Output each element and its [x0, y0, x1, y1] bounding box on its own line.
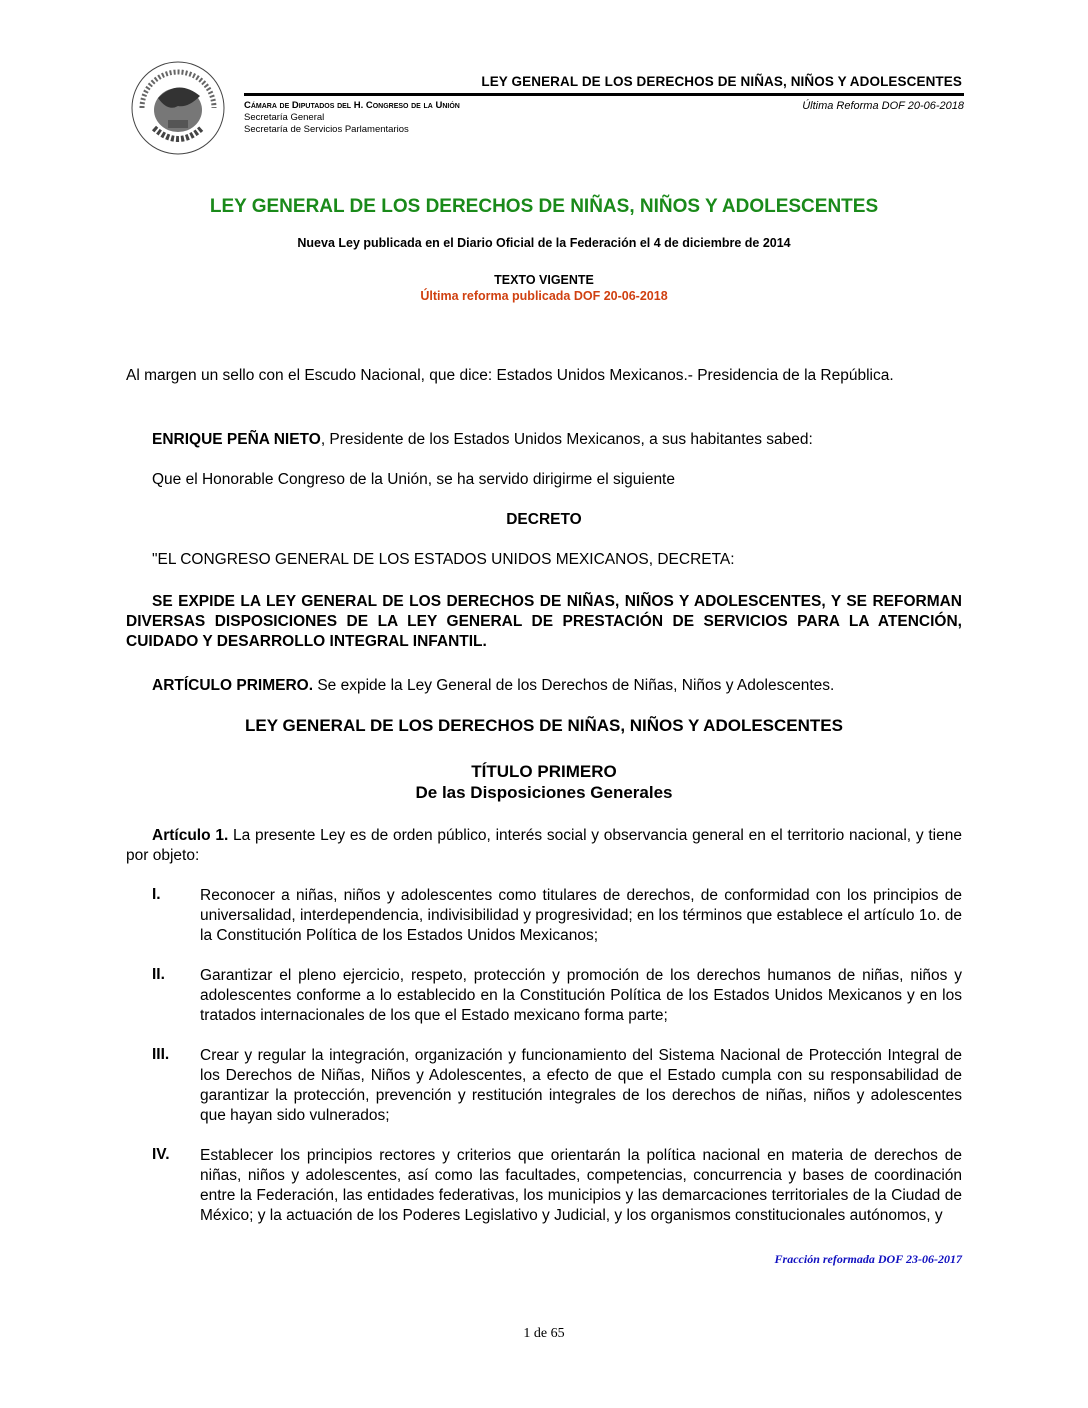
articulo-1-paragraph [126, 826, 962, 866]
document-title: LEY GENERAL DE LOS DERECHOS DE NIÑAS, NIÑOS Y ADOLESCENTES [209, 196, 879, 217]
institution-name: Cámara de Diputados del H. Congreso de la Unión [244, 100, 460, 111]
header-rule [244, 93, 964, 96]
escudo-nacional-seal-icon [128, 58, 228, 158]
expide-paragraph: SE EXPIDE LA LEY GENERAL DE LOS DERECHOS DE NIÑAS, NIÑOS Y ADOLESCENTES, Y SE REFORMAN DIVERSAS DISPOSICIONES DE LA LEY GENERAL DE PRESTACIÓN DE SERVICIOS PARA LA ATENCIÓN, CUIDADO Y DESARROLLO INTEGRAL INFANTIL. [126, 593, 962, 650]
fraction-text: Reconocer a niñas, niños y adolescentes como titulares de derechos, de conformidad con los principios de universalidad, interdependencia, indivisibilidad y progresividad; en los términos que establece el artículo 1o. de la Constitución Política de los Estados Unidos Mexicanos; [200, 887, 962, 944]
dept-servicios-parlamentarios: Secretaría de Servicios Parlamentarios [244, 124, 409, 135]
decreto-heading: DECRETO [506, 511, 582, 528]
reform-note: Fracción reformada DOF 23-06-2017 [774, 1252, 962, 1266]
president-text: , Presidente de los Estados Unidos Mexicanos, a sus habitantes sabed: [320, 431, 813, 448]
articulo-primero-label: ARTÍCULO PRIMERO. [152, 677, 314, 694]
fraction-text: Crear y regular la integración, organización y funcionamiento del Sistema Nacional de Protección Integral de los Derechos de Niñas, Niños y Adolescentes, a efecto de que el Estado cumpla con su responsabilidad de garantizar la protección, prevención y restitución integrales de los derechos de niñas, niños y adolescentes que hayan sido vulnerados; [200, 1047, 962, 1124]
fraction-text: Establecer los principios rectores y criterios que orientarán la política nacional en materia de derechos de niñas, niños y adolescentes, así como las facultades, competencias, concurrencia y bases de coordinación entre la Federación, las entidades federativas, los municipios y las demarcaciones territoriales de la Ciudad de México; y la actuación de los Poderes Legislativo y Judicial, y los organismos constitucionales autónomos, y [200, 1147, 962, 1224]
margin-seal-paragraph: Al margen un sello con el Escudo Nacional, que dice: Estados Unidos Mexicanos.- Presidencia de la República. [126, 367, 894, 384]
fraction-text: Garantizar el pleno ejercicio, respeto, protección y promoción de los derechos humanos de niñas, niños y adolescentes conforme a lo establecido en la Constitución Política de los Estados Unidos Mexicanos y en los tratados internacionales de los que el Estado mexicano forma parte; [200, 967, 962, 1024]
fraction-number: III. [152, 1046, 170, 1063]
fraction-number: I. [152, 886, 161, 903]
president-name: ENRIQUE PEÑA NIETO [152, 431, 321, 448]
last-reform-published: Última reforma publicada DOF 20-06-2018 [420, 289, 668, 303]
congress-paragraph: Que el Honorable Congreso de la Unión, se ha servido dirigirme el siguiente [152, 471, 675, 488]
articulo-1-label: Artículo 1. [152, 827, 229, 844]
header-last-reform: Última Reforma DOF 20-06-2018 [802, 100, 964, 112]
dept-secretaria-general: Secretaría General [244, 112, 325, 123]
articulo-1-text: La presente Ley es de orden público, interés social y observancia general en el territorio nacional, y tiene por objeto: [126, 827, 962, 864]
fraction-number: II. [152, 966, 165, 983]
articulo-primero-paragraph [126, 676, 962, 696]
header-institution-block [244, 100, 460, 136]
page-number: 1 de 65 [523, 1326, 565, 1341]
articulo-primero-text: Se expide la Ley General de los Derechos de Niñas, Niños y Adolescentes. [313, 677, 835, 694]
titulo-primero-heading: TÍTULO PRIMERO [471, 762, 617, 781]
fraction-number: IV. [152, 1146, 170, 1163]
president-paragraph [126, 430, 962, 450]
text-status: TEXTO VIGENTE [494, 273, 594, 287]
law-heading: LEY GENERAL DE LOS DERECHOS DE NIÑAS, NIÑOS Y ADOLESCENTES [245, 716, 843, 735]
titulo-primero-subheading: De las Disposiciones Generales [415, 783, 673, 802]
publication-note: Nueva Ley publicada en el Diario Oficial de la Federación el 4 de diciembre de 2014 [297, 236, 791, 250]
decreta-paragraph: "EL CONGRESO GENERAL DE LOS ESTADOS UNIDOS MEXICANOS, DECRETA: [152, 551, 735, 568]
running-header-title: LEY GENERAL DE LOS DERECHOS DE NIÑAS, NIÑOS Y ADOLESCENTES [481, 74, 962, 89]
